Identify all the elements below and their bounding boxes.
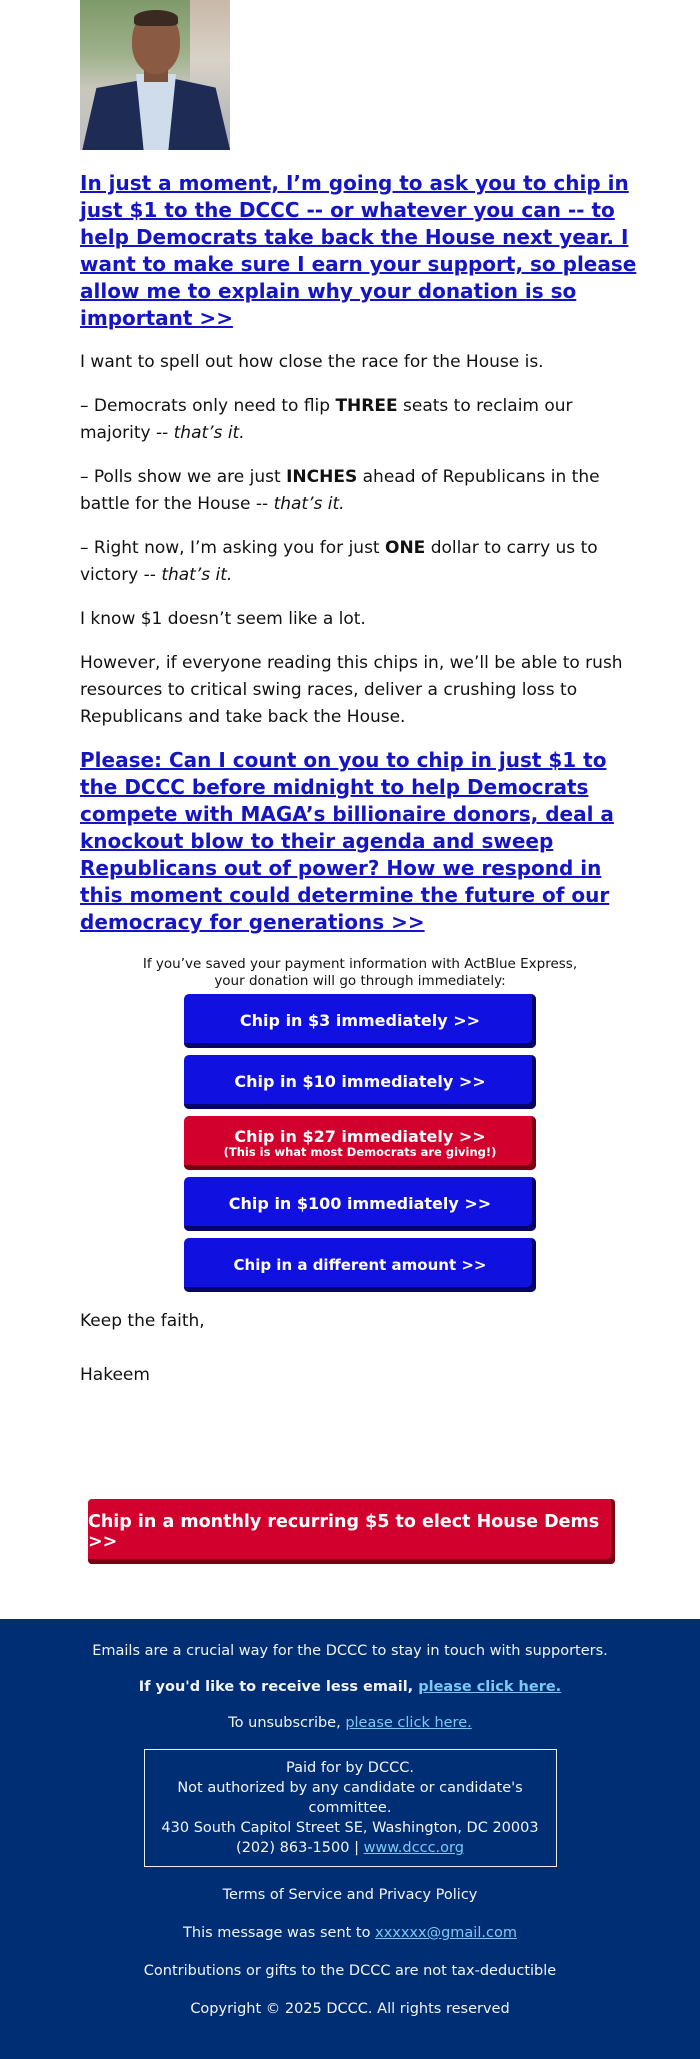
emphasis-bold: INCHES (286, 467, 358, 487)
chip-27-button[interactable] (184, 1116, 536, 1170)
sent-to-text: This message was sent to (183, 1925, 376, 1941)
header-photo[interactable] (80, 0, 230, 150)
sent-to-line (0, 1923, 700, 1943)
less-email-text: If you'd like to receive less email, (138, 1679, 419, 1695)
footer (0, 1619, 700, 2059)
chip-other-amount-button[interactable] (184, 1238, 536, 1292)
button-label: Chip in $10 immediately >> (234, 1072, 486, 1091)
unsubscribe-link[interactable]: please click here. (345, 1715, 472, 1731)
button-sublabel: (This is what most Democrats are giving!) (223, 1145, 497, 1159)
text: – Democrats only need to flip (80, 396, 336, 416)
unsubscribe-text: To unsubscribe, (228, 1715, 346, 1731)
emphasis-bold: ONE (385, 538, 426, 558)
chip-10-button[interactable] (184, 1055, 536, 1109)
text: seats to reclaim our majority -- (80, 396, 573, 443)
chip-3-button[interactable] (184, 994, 536, 1048)
not-authorized-text: Not authorized by any candidate or candidate's committee. (177, 1780, 523, 1816)
note-line-1: If you’ve saved your payment information with ActBlue Express, (142, 956, 578, 972)
phone-website-line (151, 1838, 550, 1858)
website-link[interactable]: www.dccc.org (363, 1840, 464, 1856)
button-label: Chip in $3 immediately >> (239, 1011, 481, 1030)
recipient-email-link[interactable]: xxxxxx@gmail.com (375, 1925, 517, 1941)
chip-100-button[interactable] (184, 1177, 536, 1231)
monthly-recurring-button[interactable]: Chip in a monthly recurring $5 to elect House Dems >> (88, 1499, 615, 1564)
text: – Right now, I’m asking you for just (80, 538, 385, 558)
paragraph-polls (80, 464, 640, 518)
monthly-cta-wrap (0, 1499, 700, 1564)
paid-for-text: Paid for by DCCC. (286, 1760, 414, 1776)
less-email-link[interactable]: please click here. (418, 1679, 562, 1695)
signature-name: Hakeem (80, 1365, 150, 1385)
emphasis-italic: that’s it. (173, 423, 245, 443)
photo-hair (134, 10, 178, 26)
lead-donate-link[interactable]: In just a moment, I’m going to ask you to chip in just $1 to the DCCC -- or whatever you can -- to help Democrats take back the House next year. I want to make sure I earn your support, so please allow me to explain why your donation is so important >> (80, 171, 637, 330)
phone-text: (202) 863-1500 | (236, 1840, 364, 1856)
text: dollar to carry us to victory -- (80, 538, 598, 585)
footer-less-email (0, 1677, 700, 1697)
footer-intro: Emails are a crucial way for the DCCC to stay in touch with supporters. (92, 1643, 608, 1659)
email-content (80, 0, 640, 1389)
terms-privacy-link[interactable]: Terms of Service and Privacy Policy (222, 1887, 478, 1903)
button-label: Chip in $27 immediately >> (234, 1127, 486, 1146)
emphasis-italic: that’s it. (161, 565, 233, 585)
text: ahead of Republicans in the battle for the House -- (80, 467, 600, 514)
copyright: Copyright © 2025 DCCC. All rights reserved (190, 2001, 510, 2017)
paragraph-not-a-lot: I know $1 doesn’t seem like a lot. (80, 609, 366, 629)
paid-for-disclaimer-box (144, 1749, 557, 1867)
emphasis-italic: that’s it. (273, 494, 345, 514)
address-text: 430 South Capitol Street SE, Washington, DC 20003 (161, 1820, 539, 1836)
paragraph-everyone: However, if everyone reading this chips in, we’ll be able to rush resources to critical swing races, deliver a crushing loss to Republicans and take back the House. (80, 653, 623, 727)
button-label: Chip in $100 immediately >> (228, 1194, 492, 1213)
button-label: Chip in a different amount >> (233, 1256, 487, 1274)
actblue-express-note (80, 956, 640, 990)
footer-unsubscribe (0, 1713, 700, 1733)
donation-button-stack (184, 994, 536, 1292)
second-donate-link[interactable]: Please: Can I count on you to chip in just $1 to the DCCC before midnight to help Democrats compete with MAGA’s billionaire donors, deal a knockout blow to their agenda and sweep Republicans out of power? How we respond in this moment could determine the future of our democracy for generations >> (80, 748, 614, 934)
note-line-2: your donation will go through immediately: (214, 973, 506, 989)
paragraph-intro: I want to spell out how close the race for the House is. (80, 352, 544, 372)
paragraph-three-seats (80, 393, 640, 447)
closing-line: Keep the faith, (80, 1311, 205, 1331)
paragraph-one-dollar (80, 535, 640, 589)
emphasis-bold: THREE (335, 396, 398, 416)
tax-deductible-note: Contributions or gifts to the DCCC are not tax-deductible (143, 1963, 557, 1979)
text: – Polls show we are just (80, 467, 287, 487)
